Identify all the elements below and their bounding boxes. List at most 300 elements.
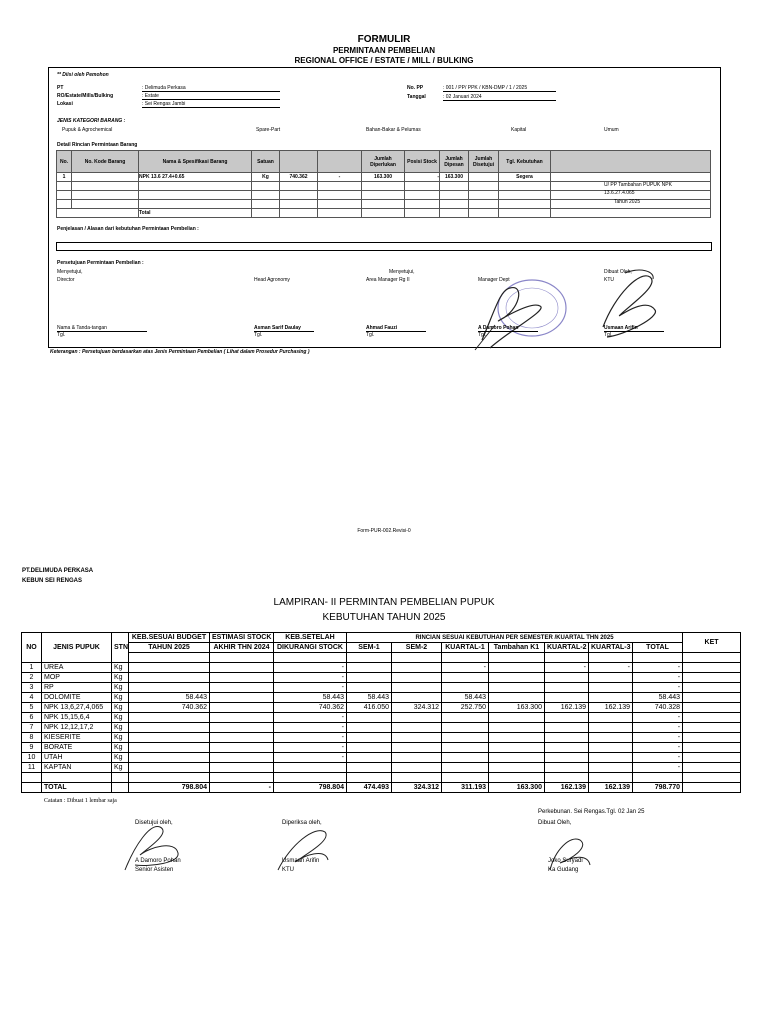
total-label: Total xyxy=(139,209,252,218)
table-cell: 163.300 xyxy=(489,703,545,713)
signature-senior-asisten xyxy=(120,815,190,875)
kategori-umum: Umum xyxy=(604,127,619,133)
table-cell: 798.804 xyxy=(129,783,210,793)
table-row xyxy=(57,173,711,182)
penjelasan-box xyxy=(56,242,712,251)
table-cell xyxy=(589,683,633,693)
table-cell xyxy=(210,773,274,783)
table-cell: NPK 13,6,27,4,065 xyxy=(42,703,112,713)
hdr-sem2: SEM-2 xyxy=(392,643,442,653)
sign2-name: Usmaan Arifin xyxy=(282,858,320,864)
table-cell xyxy=(210,723,274,733)
col-jumlah-dipesan: Jumlah Dipesan xyxy=(440,151,469,173)
table-cell xyxy=(210,673,274,683)
table-cell: TOTAL xyxy=(42,783,112,793)
kategori-kapital: Kapital xyxy=(511,127,527,133)
table-cell: - xyxy=(633,743,683,753)
table-cell: - xyxy=(633,673,683,683)
blank-row xyxy=(22,773,741,783)
table-cell xyxy=(442,673,489,683)
table-cell xyxy=(210,733,274,743)
table-cell xyxy=(347,763,392,773)
table-cell xyxy=(545,743,589,753)
hdr-k1: KUARTAL-1 xyxy=(442,643,489,653)
sign-name-head-agronomy: Asman Sarif Daulay xyxy=(254,325,314,332)
table-cell xyxy=(683,773,741,783)
table-cell: Kg xyxy=(112,703,129,713)
table-cell: - xyxy=(274,683,347,693)
table-cell xyxy=(22,773,42,783)
table-cell xyxy=(210,713,274,723)
col-posisi-stock: Posisi Stock xyxy=(405,151,440,173)
table-cell xyxy=(112,773,129,783)
form-title: FORMULIR xyxy=(357,34,411,45)
diperiksa-oleh: Diperiksa oleh, xyxy=(282,820,322,826)
kategori-sparepart: Spare-Part xyxy=(256,127,281,133)
tgl-director: Tgl. xyxy=(57,332,66,338)
keterangan: Keterangan : Persetujuan berdasarkan atas Jenis Permintaan Pembelian ( Lihat dalam Prosedur Purchasing ) xyxy=(50,349,310,355)
sign2-role: KTU xyxy=(282,867,294,873)
table-cell: 58.443 xyxy=(129,693,210,703)
table-cell: - xyxy=(633,683,683,693)
table-cell: 324.312 xyxy=(392,703,442,713)
table-cell xyxy=(22,783,42,793)
table-cell: 10 xyxy=(22,753,42,763)
field-ro-value: : Estate xyxy=(142,93,280,100)
table-cell: 6 xyxy=(22,713,42,723)
table-cell: - xyxy=(545,663,589,673)
table-cell xyxy=(545,733,589,743)
table-cell: Kg xyxy=(112,683,129,693)
catatan: Catatan : Dibuat 1 lembar saja xyxy=(44,798,117,804)
table-cell xyxy=(129,733,210,743)
table-cell xyxy=(683,673,741,683)
table-cell: - xyxy=(633,763,683,773)
cell: 163.300 xyxy=(362,173,405,182)
table-cell: 798.770 xyxy=(633,783,683,793)
table-row xyxy=(22,743,741,753)
table-cell xyxy=(129,713,210,723)
hdr-estimasi: ESTIMASI STOCK xyxy=(210,633,274,643)
persetujuan-label: Persetujuan Permintaan Pembelian : xyxy=(57,260,144,266)
table-cell: 162.139 xyxy=(589,783,633,793)
total-row xyxy=(22,783,741,793)
lampiran-subtitle: KEBUTUHAN TAHUN 2025 xyxy=(322,612,446,623)
table-row xyxy=(22,753,741,763)
table-cell xyxy=(42,773,112,783)
hdr-keb-budget: KEB.SESUAI BUDGET xyxy=(129,633,210,643)
table-cell xyxy=(347,733,392,743)
table-cell: 58.443 xyxy=(347,693,392,703)
table-cell: - xyxy=(633,713,683,723)
table-cell: 324.312 xyxy=(392,783,442,793)
cell xyxy=(551,173,711,182)
table-cell: 4 xyxy=(22,693,42,703)
table-cell: 2 xyxy=(22,673,42,683)
cell: - xyxy=(318,173,362,182)
table-cell: 740.328 xyxy=(633,703,683,713)
table-cell xyxy=(683,763,741,773)
hdr-ket: KET xyxy=(683,633,741,653)
table-cell xyxy=(442,743,489,753)
table-row xyxy=(22,763,741,773)
table-cell xyxy=(129,743,210,753)
sign-name-director: Nama & Tanda-tangan xyxy=(57,325,147,332)
table-cell: - xyxy=(274,753,347,763)
tgl-ktu: Tgl. xyxy=(604,332,613,338)
table-row xyxy=(22,693,741,703)
table-cell: NPK 15,15,6,4 xyxy=(42,713,112,723)
field-lokasi-label: Lokasi xyxy=(57,101,73,107)
table-cell: 416.050 xyxy=(347,703,392,713)
table-cell xyxy=(392,743,442,753)
approver-role-head-agronomy: Head Agronomy xyxy=(254,277,290,283)
table-cell xyxy=(129,673,210,683)
menyetujui-2: Menyetujui, xyxy=(389,269,415,275)
hdr-keb-budget-2: TAHUN 2025 xyxy=(129,643,210,653)
table-cell xyxy=(210,683,274,693)
table-cell: 252.750 xyxy=(442,703,489,713)
kategori-bbm: Bahan-Bakar & Pelumas xyxy=(366,127,421,133)
table-cell xyxy=(683,753,741,763)
table-row xyxy=(22,733,741,743)
table-cell xyxy=(274,773,347,783)
hdr-tambahan-k1: Tambahan K1 xyxy=(489,643,545,653)
table-cell: DOLOMITE xyxy=(42,693,112,703)
table-cell xyxy=(129,663,210,673)
sign1-name: A Damoro Pohan xyxy=(135,858,181,864)
tgl-area-manager: Tgl. xyxy=(366,332,375,338)
table-cell: 740.362 xyxy=(129,703,210,713)
table-cell xyxy=(210,743,274,753)
cell: Kg xyxy=(252,173,280,182)
sign-name-manager-dept: A Damoro Pohan xyxy=(478,325,538,332)
table-cell: 163.300 xyxy=(489,783,545,793)
lampiran-header-row-2 xyxy=(22,643,741,653)
table-cell xyxy=(347,663,392,673)
table-cell: 58.443 xyxy=(633,693,683,703)
form-subtitle-region: REGIONAL OFFICE / ESTATE / MILL / BULKING xyxy=(294,56,474,65)
table-cell xyxy=(129,773,210,783)
col-no: No. xyxy=(57,151,72,173)
sign3-name: Joko Suryadi xyxy=(548,858,583,864)
penjelasan-label: Penjelasan / Alasan dari kebutuhan Permintaan Pembelian : xyxy=(57,226,199,232)
table-cell xyxy=(489,763,545,773)
table-cell: - xyxy=(633,753,683,763)
field-ro-label: RO/Estate/Mills/Bulking xyxy=(57,93,114,99)
company-name: PT.DELIMUDA PERKASA xyxy=(22,568,94,574)
table-cell xyxy=(392,693,442,703)
table-cell xyxy=(683,783,741,793)
sign1-role: Senior Asisten xyxy=(135,867,174,873)
hdr-keb-setelah-2: DIKURANGI STOCK xyxy=(274,643,347,653)
table-cell: - xyxy=(274,723,347,733)
table-cell: 474.493 xyxy=(347,783,392,793)
tgl-head-agronomy: Tgl. xyxy=(254,332,263,338)
lampiran-header-row-1 xyxy=(22,633,741,643)
table-row xyxy=(22,683,741,693)
unit-name: KEBUN SEI RENGAS xyxy=(22,578,83,584)
cell: 163.300 xyxy=(440,173,469,182)
table-cell xyxy=(489,733,545,743)
form-subtitle: PERMINTAAN PEMBELIAN xyxy=(332,46,436,55)
table-cell xyxy=(347,713,392,723)
table-cell: 798.804 xyxy=(274,783,347,793)
table-cell: Kg xyxy=(112,743,129,753)
table-cell xyxy=(589,743,633,753)
table-cell xyxy=(392,683,442,693)
side-note-2: 13.6.27.4.065 xyxy=(604,190,635,196)
table-cell: KAPTAN xyxy=(42,763,112,773)
table-cell xyxy=(489,753,545,763)
hdr-k2: KUARTAL-2 xyxy=(545,643,589,653)
disetujui-oleh: Disetujui oleh, xyxy=(135,820,173,826)
table-cell xyxy=(129,763,210,773)
table-cell: - xyxy=(442,663,489,673)
table-cell xyxy=(489,773,545,783)
table-cell xyxy=(442,683,489,693)
table-cell: 162.139 xyxy=(545,783,589,793)
sign3-role: Ka Gudang xyxy=(548,867,579,873)
detail-title: Detail Rincian Permintaan Barang xyxy=(57,142,138,148)
table-cell xyxy=(683,733,741,743)
table-cell xyxy=(210,693,274,703)
table-cell xyxy=(347,743,392,753)
table-cell xyxy=(129,753,210,763)
table-cell xyxy=(129,683,210,693)
table-cell: Kg xyxy=(112,763,129,773)
hdr-jenis: JENIS PUPUK xyxy=(42,633,112,663)
tgl-manager-dept: Tgl. xyxy=(478,332,487,338)
hdr-total: TOTAL xyxy=(633,643,683,653)
table-cell: MOP xyxy=(42,673,112,683)
cell xyxy=(72,173,139,182)
cell: 740.362 xyxy=(280,173,318,182)
table-cell: Kg xyxy=(112,693,129,703)
table-cell xyxy=(274,763,347,773)
table-cell: - xyxy=(274,743,347,753)
side-note-1: U/ PP Tambahan PUPUK NPK xyxy=(604,182,672,188)
table-cell xyxy=(683,713,741,723)
table-cell: - xyxy=(633,663,683,673)
table-cell xyxy=(683,703,741,713)
table-cell: 740.362 xyxy=(274,703,347,713)
col-jumlah-diperlukan: Jumlah Diperlukan xyxy=(362,151,405,173)
table-cell: RP xyxy=(42,683,112,693)
table-cell xyxy=(545,773,589,783)
cell: - xyxy=(405,173,440,182)
table-cell: UTAH xyxy=(42,753,112,763)
table-cell: - xyxy=(589,663,633,673)
field-nopp-value: : 001 / PP/ PPK / KBN-DMP / 1 / 2025 xyxy=(443,85,556,92)
table-cell xyxy=(392,763,442,773)
table-cell xyxy=(589,773,633,783)
dibuat-oleh-form: Dibuat Oleh, xyxy=(604,269,632,275)
table-cell xyxy=(589,723,633,733)
table-cell xyxy=(392,773,442,783)
kategori-pupuk: Pupuk & Agrochemical xyxy=(62,127,113,133)
table-cell: KIESERITE xyxy=(42,733,112,743)
cell: 1 xyxy=(57,173,72,182)
table-cell xyxy=(589,673,633,683)
cell: Segera xyxy=(499,173,551,182)
cell: NPK 13.6 27.4+0.65 xyxy=(139,173,252,182)
table-cell xyxy=(442,723,489,733)
table-cell: Kg xyxy=(112,733,129,743)
table-cell: - xyxy=(633,723,683,733)
sign-name-ktu: Usmaan Arifin xyxy=(604,325,664,332)
table-cell xyxy=(347,673,392,683)
table-cell: BORATE xyxy=(42,743,112,753)
table-cell: Kg xyxy=(112,723,129,733)
table-row xyxy=(22,723,741,733)
hdr-no: NO xyxy=(22,633,42,663)
col-blank-c xyxy=(551,151,711,173)
table-cell xyxy=(392,753,442,763)
menyetujui-1: Menyetujui, xyxy=(57,269,83,275)
cell xyxy=(469,173,499,182)
table-cell: 58.443 xyxy=(274,693,347,703)
table-row xyxy=(22,703,741,713)
table-cell xyxy=(347,773,392,783)
table-cell xyxy=(210,703,274,713)
table-cell: NPK 12,12,17,2 xyxy=(42,723,112,733)
table-cell xyxy=(545,693,589,703)
table-cell: - xyxy=(210,783,274,793)
lampiran-body xyxy=(22,663,741,793)
table-cell xyxy=(545,763,589,773)
col-satuan: Satuan xyxy=(252,151,280,173)
table-cell xyxy=(545,713,589,723)
col-blank-b xyxy=(318,151,362,173)
table-cell xyxy=(392,673,442,683)
table-cell: Kg xyxy=(112,673,129,683)
table-cell xyxy=(545,753,589,763)
hdr-rincian: RINCIAN SESUAI KEBUTUHAN PER SEMESTER /KUARTAL THN 2025 xyxy=(347,633,683,643)
table-cell: 8 xyxy=(22,733,42,743)
table-cell: Kg xyxy=(112,663,129,673)
col-blank-a xyxy=(280,151,318,173)
lampiran-header-spacer xyxy=(22,653,741,663)
table-cell xyxy=(347,683,392,693)
approver-role-manager-dept: Manager Dept xyxy=(478,277,510,283)
table-row xyxy=(22,673,741,683)
table-cell: - xyxy=(274,673,347,683)
hdr-keb-setelah: KEB.SETELAH xyxy=(274,633,347,643)
table-cell: Kg xyxy=(112,753,129,763)
field-nopp-label: No. PP xyxy=(407,85,424,91)
table-cell xyxy=(347,753,392,763)
approver-role-director: Director xyxy=(57,277,75,283)
table-cell xyxy=(392,663,442,673)
form-code: Form-PUR-002.Revisi-0 xyxy=(357,528,411,534)
table-row xyxy=(22,713,741,723)
approver-role-ktu: KTU xyxy=(604,277,614,283)
table-cell xyxy=(489,723,545,733)
table-cell xyxy=(589,753,633,763)
table-cell xyxy=(210,663,274,673)
field-pt-label: PT xyxy=(57,85,64,91)
table-cell: 162.139 xyxy=(589,703,633,713)
company-stamp xyxy=(470,270,580,355)
table-cell xyxy=(442,753,489,763)
table-cell xyxy=(683,723,741,733)
table-cell xyxy=(683,693,741,703)
table-cell xyxy=(683,743,741,753)
dibuat-oleh: Dibuat Oleh, xyxy=(538,820,572,826)
lampiran-title: LAMPIRAN- II PERMINTAN PEMBELIAN PUPUK xyxy=(273,597,495,608)
col-nama: Nama & Spesifikasi Barang xyxy=(139,151,252,173)
table-cell: - xyxy=(274,733,347,743)
table-cell xyxy=(392,733,442,743)
kategori-title: JENIS KATEGORI BARANG : xyxy=(57,118,126,124)
detail-header-row xyxy=(57,151,711,173)
table-cell xyxy=(489,683,545,693)
hdr-sem1: SEM-1 xyxy=(347,643,392,653)
table-cell xyxy=(589,693,633,703)
table-cell xyxy=(545,723,589,733)
table-cell xyxy=(442,763,489,773)
table-cell: UREA xyxy=(42,663,112,673)
table-cell xyxy=(489,713,545,723)
table-cell xyxy=(210,763,274,773)
table-cell xyxy=(392,713,442,723)
table-cell xyxy=(683,663,741,673)
table-cell xyxy=(392,723,442,733)
table-cell: 58.443 xyxy=(442,693,489,703)
table-cell: Kg xyxy=(112,713,129,723)
table-cell xyxy=(489,673,545,683)
table-cell xyxy=(489,693,545,703)
table-cell xyxy=(589,713,633,723)
hdr-stn: STN xyxy=(112,633,129,663)
table-cell xyxy=(489,663,545,673)
table-row xyxy=(22,663,741,673)
signature-ktu xyxy=(270,820,340,875)
table-cell: 5 xyxy=(22,703,42,713)
table-cell xyxy=(683,683,741,693)
table-cell: 9 xyxy=(22,743,42,753)
table-cell: 11 xyxy=(22,763,42,773)
table-cell: 1 xyxy=(22,663,42,673)
table-cell xyxy=(489,743,545,753)
table-cell: 311.193 xyxy=(442,783,489,793)
col-kode: No. Kode Barang xyxy=(72,151,139,173)
field-tanggal-label: Tanggal xyxy=(407,94,426,100)
table-cell xyxy=(589,763,633,773)
diisi-label: ** Diisi oleh Pemohon xyxy=(57,72,109,78)
col-jumlah-disetujui: Jumlah Disetujui xyxy=(469,151,499,173)
table-cell xyxy=(442,713,489,723)
table-cell xyxy=(442,773,489,783)
table-cell xyxy=(633,773,683,783)
hdr-estimasi-2: AKHIR THN 2024 xyxy=(210,643,274,653)
table-cell: - xyxy=(633,733,683,743)
field-tanggal-value: : 02 Januari 2024 xyxy=(443,94,556,101)
sign-name-area-manager: Ahmad Fauzi xyxy=(366,325,426,332)
side-note-3: Tahun 2025 xyxy=(614,199,641,205)
col-tgl-kebutuhan: Tgl. Kebutuhan xyxy=(499,151,551,173)
table-cell xyxy=(210,753,274,763)
field-lokasi-value: : Sei Rengas Jambi xyxy=(142,101,280,108)
table-cell xyxy=(545,683,589,693)
table-cell xyxy=(112,783,129,793)
approver-role-area-manager: Area Manager Rg II xyxy=(366,277,410,283)
table-cell: 3 xyxy=(22,683,42,693)
table-cell: - xyxy=(274,713,347,723)
table-cell xyxy=(442,733,489,743)
table-row xyxy=(57,200,711,209)
